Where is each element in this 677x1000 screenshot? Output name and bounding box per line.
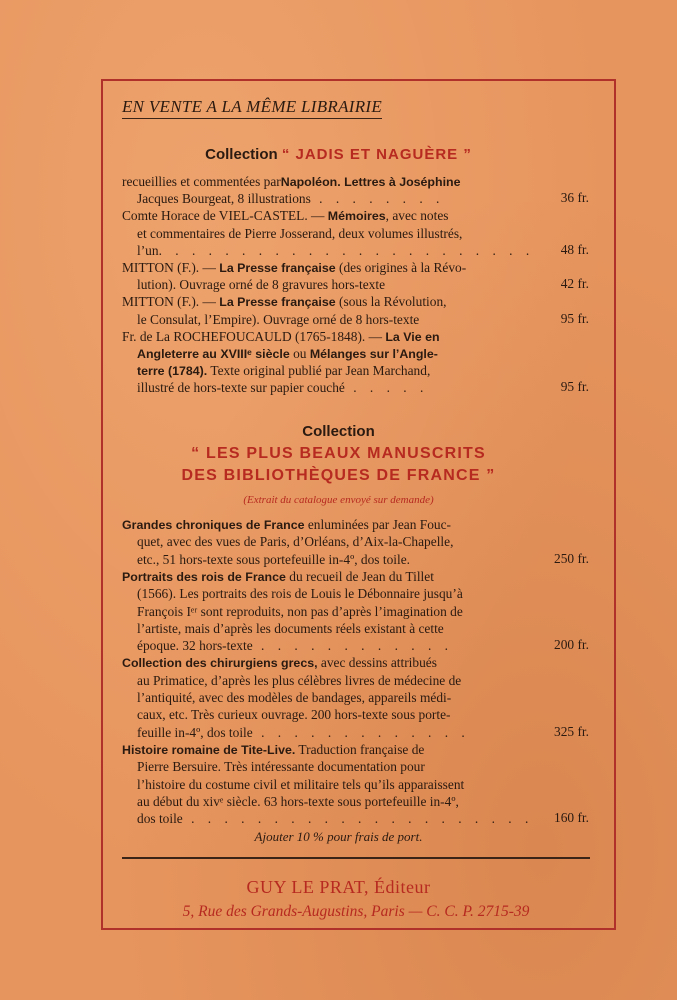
book-title: La Vie en [385,329,440,344]
catalogue-line [122,259,466,277]
line-text: ou [289,346,310,361]
catalogue-line [137,311,419,328]
catalogue-line [122,516,451,534]
book-title: Portraits des rois de France [122,569,286,584]
line-text: du recueil de Jean du Tillet [285,568,434,584]
collection-label: Collection [302,423,375,440]
line-text: lution). Ouvrage orné de 8 gravures hors-texte [137,277,386,293]
publisher-address: 5, Rue des Grands-Augustins, Paris — C. C. P. 2715-39 [182,903,530,920]
line-text: caux, etc. Très curieux ouvrage. 200 hors-texte sous porte- [137,707,451,723]
line-text: François Iᵉʳ sont reproduits, non pas d’après l’imagination de [137,603,463,619]
price: 42 fr. [560,276,589,292]
catalogue-line [137,585,463,602]
price: 325 fr. [554,723,589,739]
catalogue-line [137,603,463,620]
catalogue-line [137,551,410,568]
divider-rule [122,857,590,859]
leader-dots: . . . . . . . . [310,191,445,207]
shipping-note: Ajouter 10 % pour frais de port. [254,829,423,844]
line-text: l’antiquité, avec des modèles de bandages, appareils médi- [137,690,452,705]
line-text: l’un [137,242,159,258]
line-text: (sous la Révolution, [335,294,447,310]
book-title: Mélanges sur l’Angle- [309,347,438,361]
price: 95 fr. [560,379,589,395]
line-text: Jacques Bourgeat, 8 illustrations [137,191,311,207]
line-text: (1566). Les portraits des rois de Louis le Débonnaire jusqu’à [137,586,463,602]
catalogue-line [137,689,451,706]
line-text: MITTON (F.). — [122,260,220,275]
catalogue-line [122,328,440,346]
line-text: Pierre Bersuire. Très intéressante documentation pour [137,759,425,775]
line-text: le Consulat, l’Empire). Ouvrage orné de 8 hors-texte [137,311,420,327]
book-title: Mémoires [327,209,386,224]
catalogue-line [137,810,533,827]
price: 36 fr. [560,190,589,206]
leader-dots: . . . . . . . . . . . . [252,638,453,654]
line-text: au début du xivᵉ siècle. 63 hors-texte sous portefeuille in-4º, [137,793,459,809]
catalogue-line [122,568,434,586]
book-title: Angleterre au XVIIIᵉ siècle [137,347,290,361]
book-title: Napoléon. Lettres à Joséphine [280,175,461,189]
catalogue-line [137,533,453,550]
book-title: Collection des chirurgiens grecs, [122,656,318,671]
catalogue-line [137,225,462,242]
catalogue-line [122,173,460,191]
collection-title-jadis [0,146,677,163]
price: 250 fr. [554,550,589,566]
catalogue-line [137,776,464,793]
catalogue-line [122,207,448,225]
catalogue-line [137,362,430,380]
catalogue-line [122,293,447,311]
line-text: dos toile [137,811,183,827]
catalogue-line [122,741,424,759]
catalogue-line [137,706,450,723]
catalogue-line [122,654,437,672]
price: 160 fr. [554,810,589,826]
book-title: terre (1784). [137,364,208,379]
price: 95 fr. [560,310,589,326]
leader-dots: . . . . . . . . . . . . . . . . . . . . . . . [158,242,535,258]
catalogue-line [137,620,444,637]
publisher-name: GUY LE PRAT, Éditeur [246,877,431,897]
line-text: Texte original publié par Jean Marchand, [207,363,431,379]
line-text: , avec notes [385,208,449,224]
book-title: La Presse française [219,295,336,310]
book-title: Grandes chroniques de France [122,518,305,532]
catalogue-line [137,345,438,363]
page-header: EN VENTE A LA MÊME LIBRAIRIE [122,97,382,119]
line-text: Comte Horace de VIEL-CASTEL. — [122,208,328,224]
price: 48 fr. [560,241,589,257]
catalogue-line [137,242,534,259]
line-text: au Primatice, d’après les plus célèbres livres de médecine de [137,672,462,688]
catalogue-line [137,637,453,654]
line-text: enluminées par Jean Fouc- [304,517,451,532]
line-text: Traduction française de [295,741,425,757]
leader-dots: . . . . . . . . . . . . . . . . . . . . . [182,811,534,827]
catalogue-note: (Extrait du catalogue envoyé sur demande) [243,494,434,506]
catalogue-line [137,758,425,775]
book-title: Histoire romaine de Tite-Live. [122,742,296,757]
collection-title-manuscrits [0,423,677,440]
catalogue-line [137,276,385,293]
line-text: l’artiste, mais d’après les documents réels existant à cette [137,620,444,636]
line-text: (des origines à la Révo- [335,260,467,275]
collection-name: “ JADIS ET NAGUÈRE ” [281,146,472,163]
book-title: La Presse française [219,261,336,275]
line-text: époque. 32 hors-texte [137,638,253,654]
price: 200 fr. [554,637,589,653]
line-text: l’histoire du costume civil et militaire tels qu’ils apparaissent [137,776,465,792]
catalogue-line [137,724,470,741]
catalogue-line [137,190,444,207]
catalogue-line [137,793,459,810]
line-text: quet, avec des vues de Paris, d’Orléans, d’Aix-la-Chapelle, [137,534,454,550]
line-text: illustré de hors-texte sur papier couché [137,380,345,396]
line-text: MITTON (F.). — [122,294,220,310]
leader-dots: . . . . . [344,380,429,396]
line-text: Fr. de La ROCHEFOUCAULD (1765-1848). — [122,328,386,344]
line-text: etc., 51 hors-texte sous portefeuille in-4º, dos toile. [137,551,411,567]
collection-label: Collection [205,146,278,163]
catalogue-line [137,672,461,689]
line-text: et commentaires de Pierre Josserand, deux volumes illustrés, [137,225,463,241]
catalogue-line [137,379,428,396]
leader-dots: . . . . . . . . . . . . . [252,724,470,740]
collection-name-line-2: DES BIBLIOTHÈQUES DE FRANCE ” [181,467,496,484]
line-text: feuille in-4º, dos toile [137,724,253,740]
line-text: avec dessins attribués [317,655,437,671]
collection-name-line-1: “ LES PLUS BEAUX MANUSCRITS [191,445,486,462]
line-text: recueillies et commentées par [122,174,281,189]
